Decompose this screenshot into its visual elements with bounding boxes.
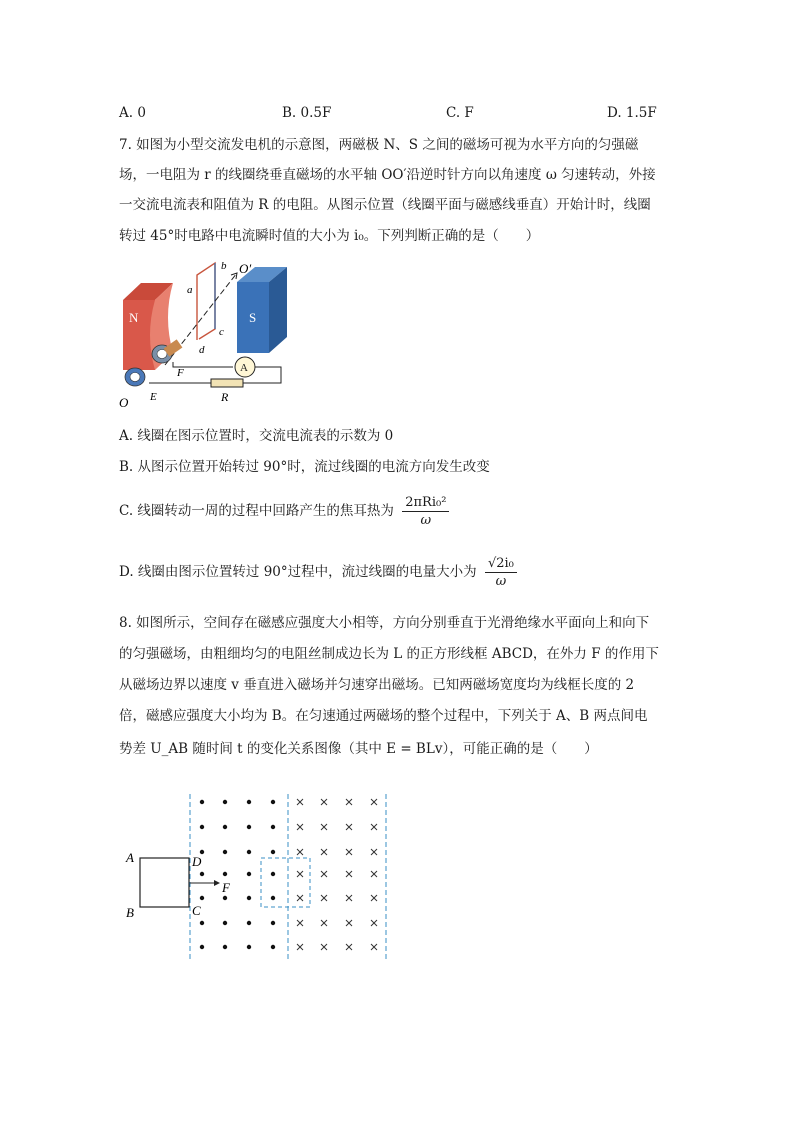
label-b: b (221, 260, 227, 272)
field-dot (223, 921, 227, 925)
field-cross (297, 799, 303, 805)
axis-arrow-icon (231, 273, 237, 279)
field-cross (321, 849, 327, 855)
field-dot (200, 800, 204, 804)
field-dot (271, 800, 275, 804)
label-o-prime: O′ (239, 261, 252, 276)
field-cross (346, 849, 352, 855)
field-cross (371, 895, 377, 901)
label-o: O (119, 395, 129, 410)
q7-option-a: A. 线圈在图示位置时，交流电流表的示数为 0 (119, 428, 394, 444)
q6-option-c: C. F (446, 105, 474, 121)
label-e: E (150, 391, 157, 403)
slip-ring-e-inner (130, 373, 140, 382)
field-dot (271, 825, 275, 829)
q7-option-b: B. 从图示位置开始转过 90°时，流过线圈的电流方向发生改变 (119, 459, 490, 475)
s-magnet-side (269, 267, 287, 353)
field-cross (346, 871, 352, 877)
label-a: a (187, 284, 193, 296)
field-cross (297, 944, 303, 950)
q7-option-d (119, 552, 517, 592)
field-dot (271, 921, 275, 925)
force-arrow-head-icon (214, 880, 220, 886)
field-dot (223, 945, 227, 949)
field-cross (321, 920, 327, 926)
label-frame-a: A (126, 850, 134, 865)
field-cross (346, 895, 352, 901)
field-dot (271, 850, 275, 854)
q7-option-d-numerator: √2i₀ (485, 555, 517, 573)
q6-option-b: B. 0.5F (282, 105, 332, 121)
field-cross (371, 849, 377, 855)
label-force-f: F (222, 880, 230, 895)
label-d: d (199, 344, 205, 356)
q7-stem-line-4: 转过 45°时电路中电流瞬时值的大小为 i₀。下列判断正确的是（ ） (119, 228, 540, 244)
q8-field-figure (118, 790, 398, 965)
q7-option-d-text: D. 线圈由图示位置转过 90°过程中，流过线圈的电量大小为 (119, 564, 477, 580)
label-frame-b: B (126, 905, 134, 920)
q8-stem-line-2: 的匀强磁场，由粗细均匀的电阻丝制成边长为 L 的正方形线框 ABCD，在外力 F 的作用下 (119, 646, 659, 662)
field-dot (223, 825, 227, 829)
q7-stem-line-1: 7. 如图为小型交流发电机的示意图，两磁极 N、S 之间的磁场可视为水平方向的匀强磁 (119, 137, 639, 153)
field-cross (346, 824, 352, 830)
field-dot (247, 896, 251, 900)
field-cross (297, 895, 303, 901)
q7-option-c-fraction (402, 494, 449, 529)
field-cross (297, 849, 303, 855)
field-cross (371, 824, 377, 830)
field-dot (247, 921, 251, 925)
field-out-dots (200, 800, 275, 949)
field-dot (200, 921, 204, 925)
q7-stem-line-2: 场，一电阻为 r 的线圈绕垂直磁场的水平轴 OO′沿逆时针方向以角速度 ω 匀速转动，外接 (119, 167, 656, 183)
q7-option-d-denominator: ω (495, 574, 507, 589)
field-cross (371, 799, 377, 805)
label-c: c (219, 326, 224, 338)
q7-generator-figure (115, 255, 300, 410)
field-in-crosses (297, 799, 377, 950)
label-frame-d: D (192, 854, 202, 869)
field-cross (297, 824, 303, 830)
label-frame-c: C (192, 903, 201, 918)
field-cross (321, 799, 327, 805)
field-dot (247, 825, 251, 829)
field-dot (223, 850, 227, 854)
field-cross (346, 920, 352, 926)
field-dot (200, 872, 204, 876)
field-dot (200, 825, 204, 829)
field-cross (321, 944, 327, 950)
field-dot (271, 945, 275, 949)
field-dot (223, 800, 227, 804)
q8-stem-line-3: 从磁场边界以速度 v 垂直进入磁场并匀速穿出磁场。已知两磁场宽度均为线框长度的 2 (119, 677, 635, 693)
field-dot (247, 872, 251, 876)
field-dot (247, 945, 251, 949)
field-cross (297, 871, 303, 877)
q8-stem-line-1: 8. 如图所示，空间存在磁感应强度大小相等，方向分别垂直于光滑绝缘水平面向上和向下 (119, 615, 650, 631)
field-dot (223, 896, 227, 900)
field-cross (321, 871, 327, 877)
field-dot (200, 896, 204, 900)
field-cross (371, 871, 377, 877)
field-cross (346, 944, 352, 950)
field-dot (271, 896, 275, 900)
field-cross (371, 920, 377, 926)
field-cross (321, 824, 327, 830)
q8-stem-line-4: 倍，磁感应强度大小均为 B。在匀速通过两磁场的整个过程中，下列关于 A、B 两点间电 (119, 708, 648, 724)
field-dot (247, 800, 251, 804)
field-dot (223, 872, 227, 876)
field-cross (371, 944, 377, 950)
coil (197, 263, 215, 340)
field-cross (346, 799, 352, 805)
resistor (211, 379, 243, 387)
q7-option-c-numerator: 2πRi₀² (402, 494, 449, 512)
q7-option-d-fraction (485, 555, 517, 590)
q8-stem-line-5: 势差 U_AB 随时间 t 的变化关系图像（其中 E = BLv），可能正确的是（ ） (119, 741, 598, 757)
field-cross (321, 895, 327, 901)
q6-option-a: A. 0 (119, 105, 146, 121)
field-cross (297, 920, 303, 926)
field-dot (271, 872, 275, 876)
dashed-frame-position (261, 858, 310, 907)
q7-option-c-text: C. 线圈转动一周的过程中回路产生的焦耳热为 (119, 503, 394, 519)
q7-option-c (119, 491, 449, 531)
field-dot (200, 945, 204, 949)
wire-frame-abcd (140, 858, 189, 907)
q7-stem-line-3: 一交流电流表和阻值为 R 的电阻。从图示位置（线圈平面与磁感线垂直）开始计时，线圈 (119, 197, 651, 213)
s-pole-label: S (249, 310, 257, 325)
q7-option-c-denominator: ω (420, 513, 432, 528)
q6-option-d: D. 1.5F (607, 105, 657, 121)
label-f: F (177, 367, 184, 379)
field-dot (247, 850, 251, 854)
ammeter-label: A (240, 362, 248, 374)
label-r: R (221, 390, 229, 404)
n-pole-label: N (129, 310, 139, 325)
